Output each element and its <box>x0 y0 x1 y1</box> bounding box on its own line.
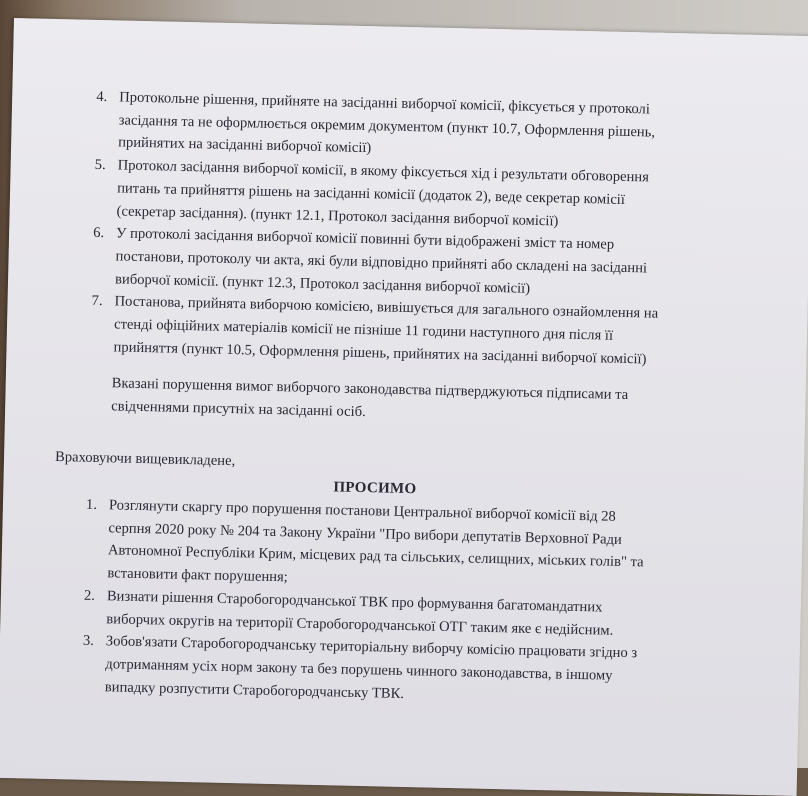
list-item <box>77 630 718 713</box>
paragraph-line: свідченнями присутніх на засіданні осіб. <box>111 398 366 420</box>
violations-paragraph <box>111 372 712 431</box>
paper-sheet <box>0 18 808 796</box>
item-line: засідання та не оформлюється окремим документом (пункт 10.7, Оформлення рішень, <box>118 112 656 141</box>
item-line: Протокольне рішення, прийняте на засіданні виборчої комісії, фіксується у протоколі <box>119 89 651 118</box>
item-line: Зобов'язати Старобогородчанську територіальну виборчу комісію працювати згідно з <box>105 633 638 662</box>
item-number: 1. <box>85 496 98 514</box>
item-number: 3. <box>82 632 95 650</box>
item-number: 2. <box>83 587 96 604</box>
item-number: 4. <box>96 88 108 106</box>
item-line: Визнати рішення Старобогородчанської ТВК про формування багатомандатних <box>106 588 603 616</box>
request-heading: ПРОСИМО <box>333 479 417 498</box>
item-line: встановити факт порушення; <box>107 565 288 586</box>
list-item <box>79 494 721 599</box>
item-line: питань та прийняття рішень на засіданні комісії (додаток 2), веде секретар комісії <box>116 180 626 208</box>
item-line: прийнятих на засіданні виборчої комісії) <box>118 134 372 157</box>
item-line: Постанова, прийнята виборчою комісією, вивішується для загального ознайомлення на <box>114 293 659 323</box>
item-number: 5. <box>94 156 106 174</box>
item-line: випадку розпустити Старобогородчанську ТВК. <box>104 678 405 702</box>
item-line: Розглянути скаргу про порушення постанови Центральної виборчої комісії від 28 <box>108 497 617 525</box>
item-line: Автономної Республіки Крим, місцевих рад та сільських, селищних, міських голів" та <box>107 542 644 571</box>
item-line: У протоколі засідання виборчої комісії повинні бути відображені зміст та номер <box>115 225 615 253</box>
item-line: серпня 2020 року № 204 та Закону України "Про вибори депутатів Верховної Ради <box>108 519 623 548</box>
item-line: стенді офіційних матеріалів комісії не пізніше 11 години наступного дня після її <box>113 316 614 344</box>
item-number: 6. <box>93 225 105 242</box>
item-number: 7. <box>91 293 103 310</box>
item-line: прийняття (пункт 10.5, Оформлення рішень, прийнятих на засіданні виборчої комісії) <box>113 339 647 368</box>
requests-list <box>77 494 721 713</box>
considering-line: Враховуючи вищевикладене, <box>54 449 236 470</box>
item-line: постанови, протоколу чи акта, які були відповідно прийняті або складені на засіданні <box>115 248 648 277</box>
item-line: виборчої комісії. (пункт 12.3, Протокол засідання виборчої комісії) <box>114 270 531 297</box>
item-line: Протокол засідання виборчої комісії, в якому фіксується хід і результати обговорення <box>117 157 650 186</box>
clauses-list <box>83 86 719 373</box>
paragraph-line: Вказані порушення вимог виборчого законодавства підтверджуються підписами та <box>111 375 629 404</box>
item-line: (секретар засідання). (пункт 12.1, Протокол засідання виборчої комісії) <box>116 202 559 229</box>
item-line: дотриманням усіх норм закону та без порушень чинного законодавства, в іншому <box>105 656 613 684</box>
list-item <box>83 290 714 372</box>
item-line: виборчих округів на території Старобогородчанської ОТГ таким яке є недійсним. <box>106 610 614 639</box>
